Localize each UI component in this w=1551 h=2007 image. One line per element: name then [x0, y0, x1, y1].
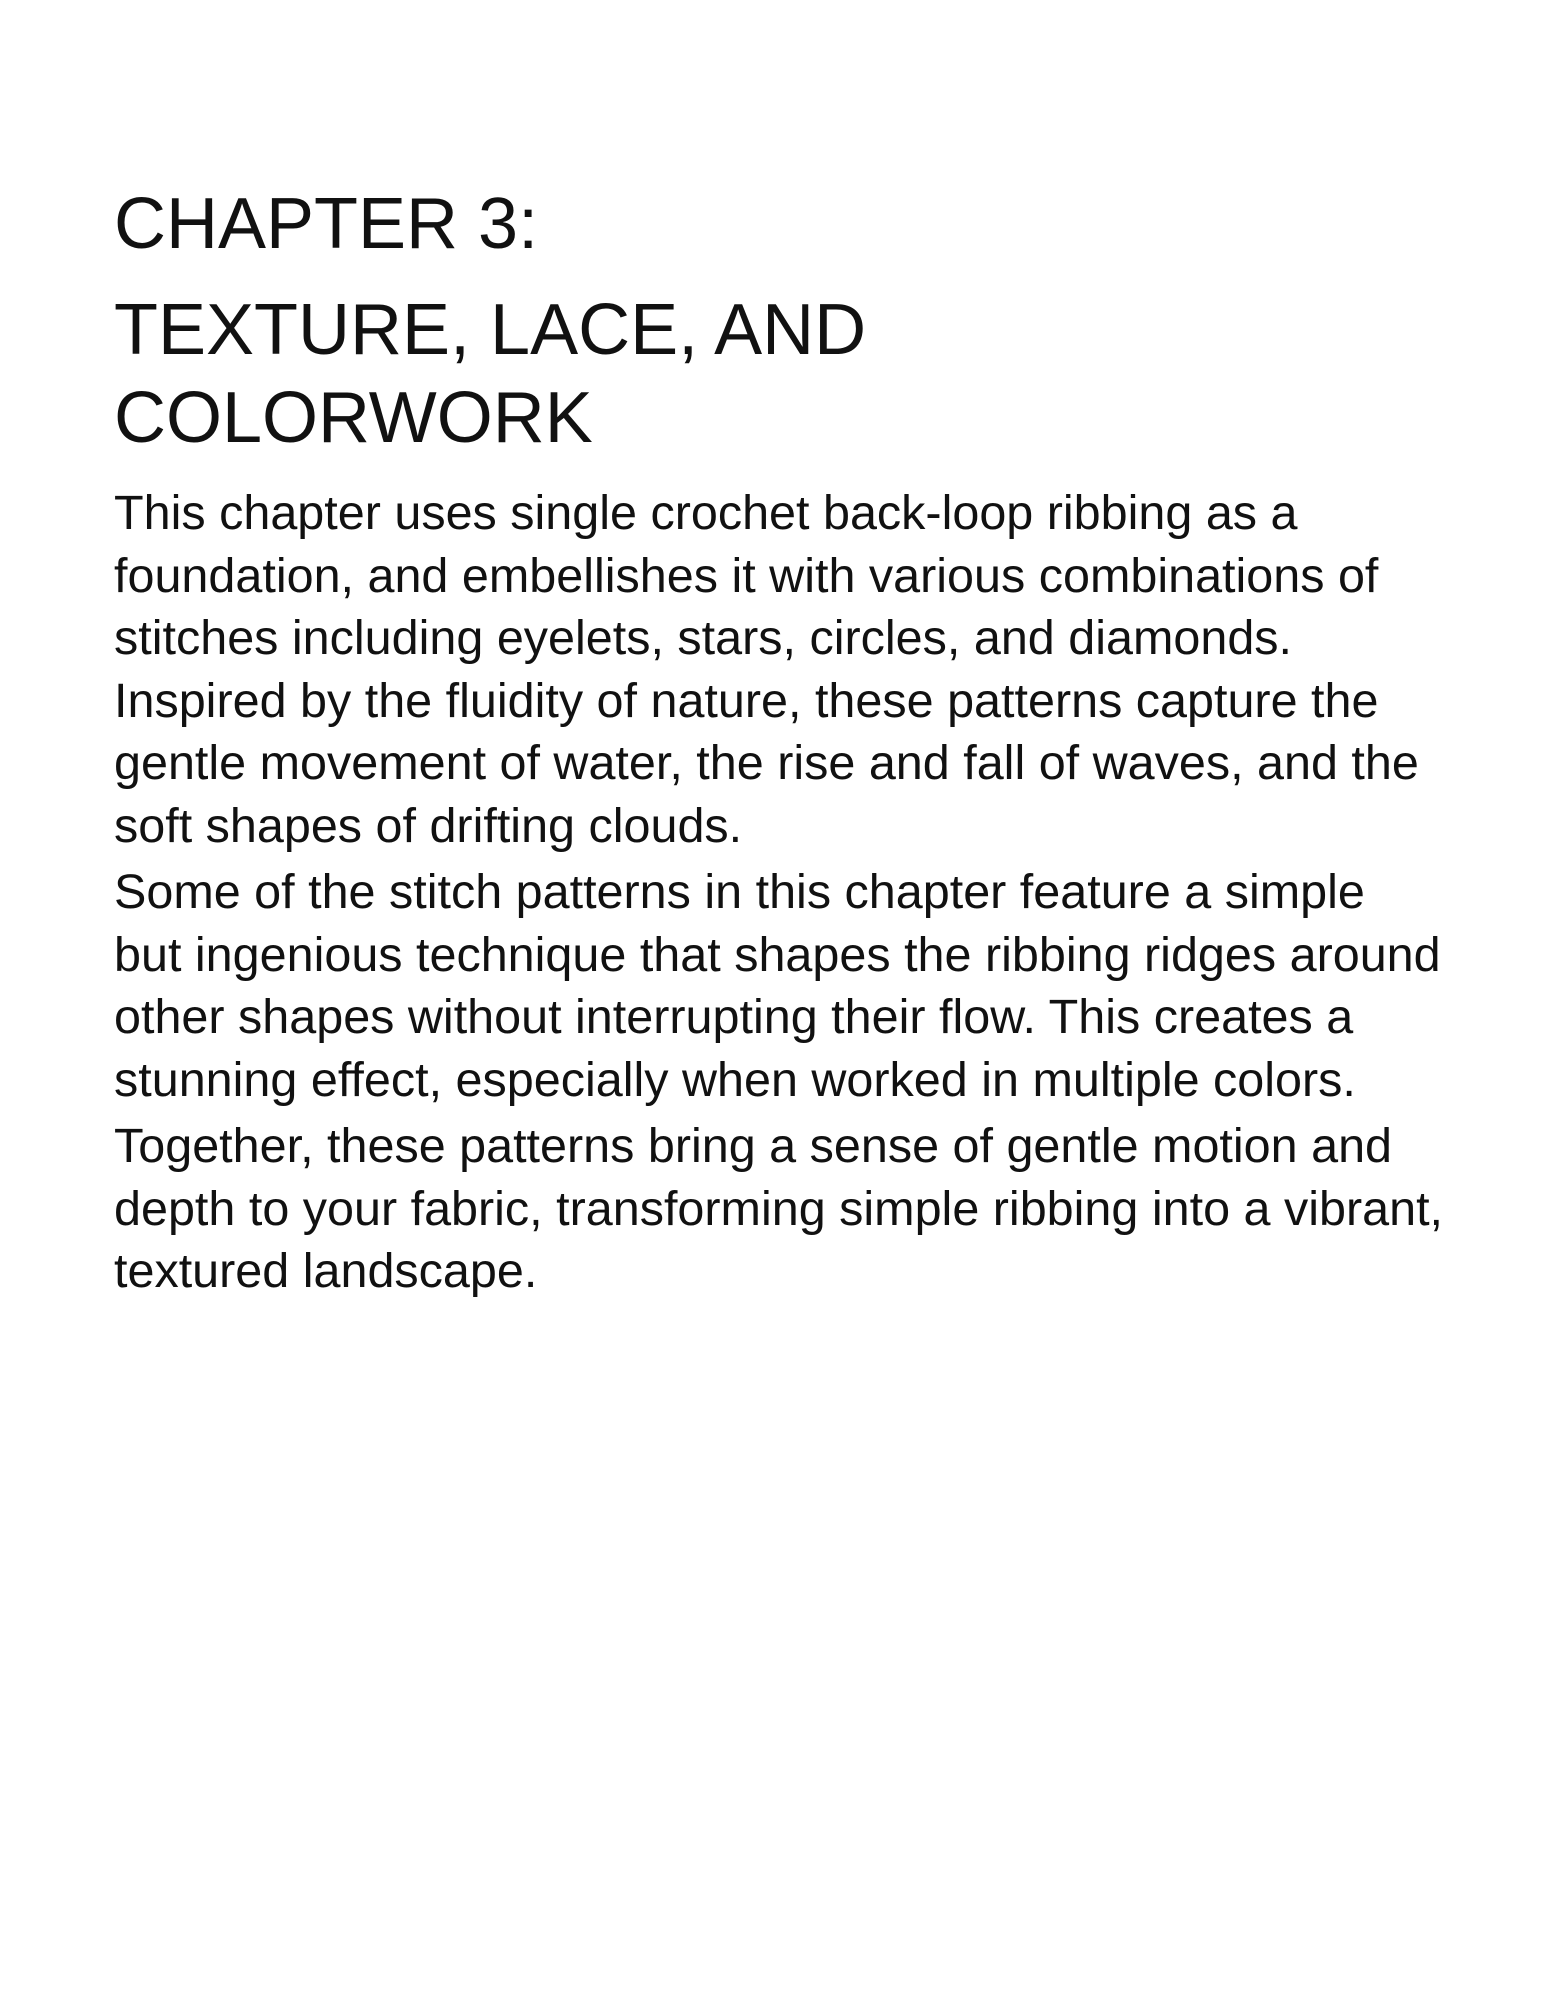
body-paragraph: Together, these patterns bring a sense of gentle motion and depth to your fabric, transforming simple ribbing into a vibrant, textured landscape. [114, 1119, 1444, 1298]
chapter-content [114, 180, 1444, 1307]
chapter-title: TEXTURE, LACE, AND COLORWORK [114, 290, 867, 458]
body-paragraph: Some of the stitch patterns in this chapter feature a simple but ingenious technique that shapes the ribbing ridges around other shapes without interrupting their flow. This creates a stunning effect, especially when worked in multiple colors. [114, 865, 1441, 1107]
chapter-label: CHAPTER 3: [114, 184, 539, 264]
body-paragraph: This chapter uses single crochet back-loop ribbing as a foundation, and embellishes it with various combinations of stitches including eyelets, stars, circles, and diamonds. Inspired by the fluidity of nature, these patterns capture the gentle movement of water, the rise and fall of waves, and the soft shapes of drifting clouds. [114, 486, 1419, 853]
